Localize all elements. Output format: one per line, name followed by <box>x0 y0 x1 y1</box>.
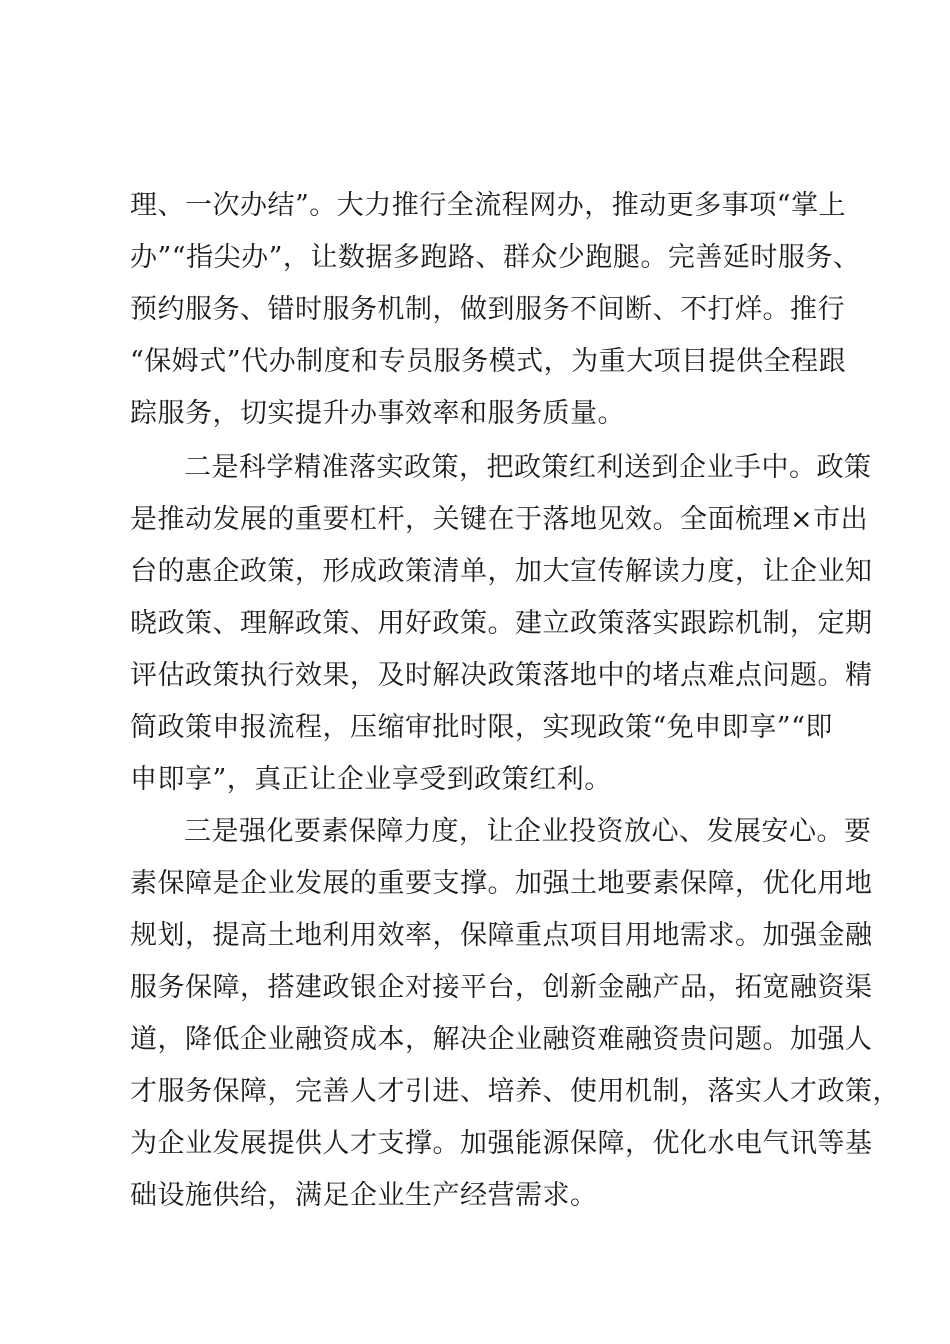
text-line: 台的惠企政策，形成政策清单，加大宣传解读力度，让企业知 <box>130 556 873 587</box>
text-line: 理、一次办结”。大力推行全流程网办，推动更多事项“掌上 <box>130 190 847 221</box>
text-line: 评估政策执行效果，及时解决政策落地中的堵点难点问题。精 <box>130 660 873 691</box>
text-line: 办”“指尖办”，让数据多跑路、群众少跑腿。完善延时服务、 <box>130 242 861 273</box>
text-line: 道，降低企业融资成本，解决企业融资难融资贵问题。加强人 <box>130 1024 873 1055</box>
paragraph-2-first-line: 二是科学精准落实政策，把政策红利送到企业手中。政策 <box>184 452 872 483</box>
text-line: 申即享”，真正让企业享受到政策红利。 <box>130 764 612 795</box>
text-line: 简政策申报流程，压缩审批时限，实现政策“免申即享”“即 <box>130 712 833 743</box>
text-line: 晓政策、理解政策、用好政策。建立政策落实跟踪机制，定期 <box>130 608 873 639</box>
text-line: 踪服务，切实提升办事效率和服务质量。 <box>130 398 625 429</box>
text-line: 素保障是企业发展的重要支撑。加强土地要素保障，优化用地 <box>130 868 873 899</box>
text-line: 为企业发展提供人才支撑。加强能源保障，优化水电气讯等基 <box>130 1128 873 1159</box>
paragraph-3-first-line: 三是强化要素保障力度，让企业投资放心、发展安心。要 <box>184 816 872 847</box>
text-line: 预约服务、错时服务机制，做到服务不间断、不打烊。推行 <box>130 294 845 325</box>
text-line: 础设施供给，满足企业生产经营需求。 <box>130 1180 598 1211</box>
text-line: 是推动发展的重要杠杆，关键在于落地见效。全面梳理×市出 <box>130 504 869 535</box>
text-line: 才服务保障，完善人才引进、培养、使用机制，落实人才政策， <box>130 1076 900 1107</box>
text-line: “保姆式”代办制度和专员服务模式，为重大项目提供全程跟 <box>130 346 847 377</box>
text-line: 规划，提高土地利用效率，保障重点项目用地需求。加强金融 <box>130 920 873 951</box>
text-line: 服务保障，搭建政银企对接平台，创新金融产品，拓宽融资渠 <box>130 972 873 1003</box>
